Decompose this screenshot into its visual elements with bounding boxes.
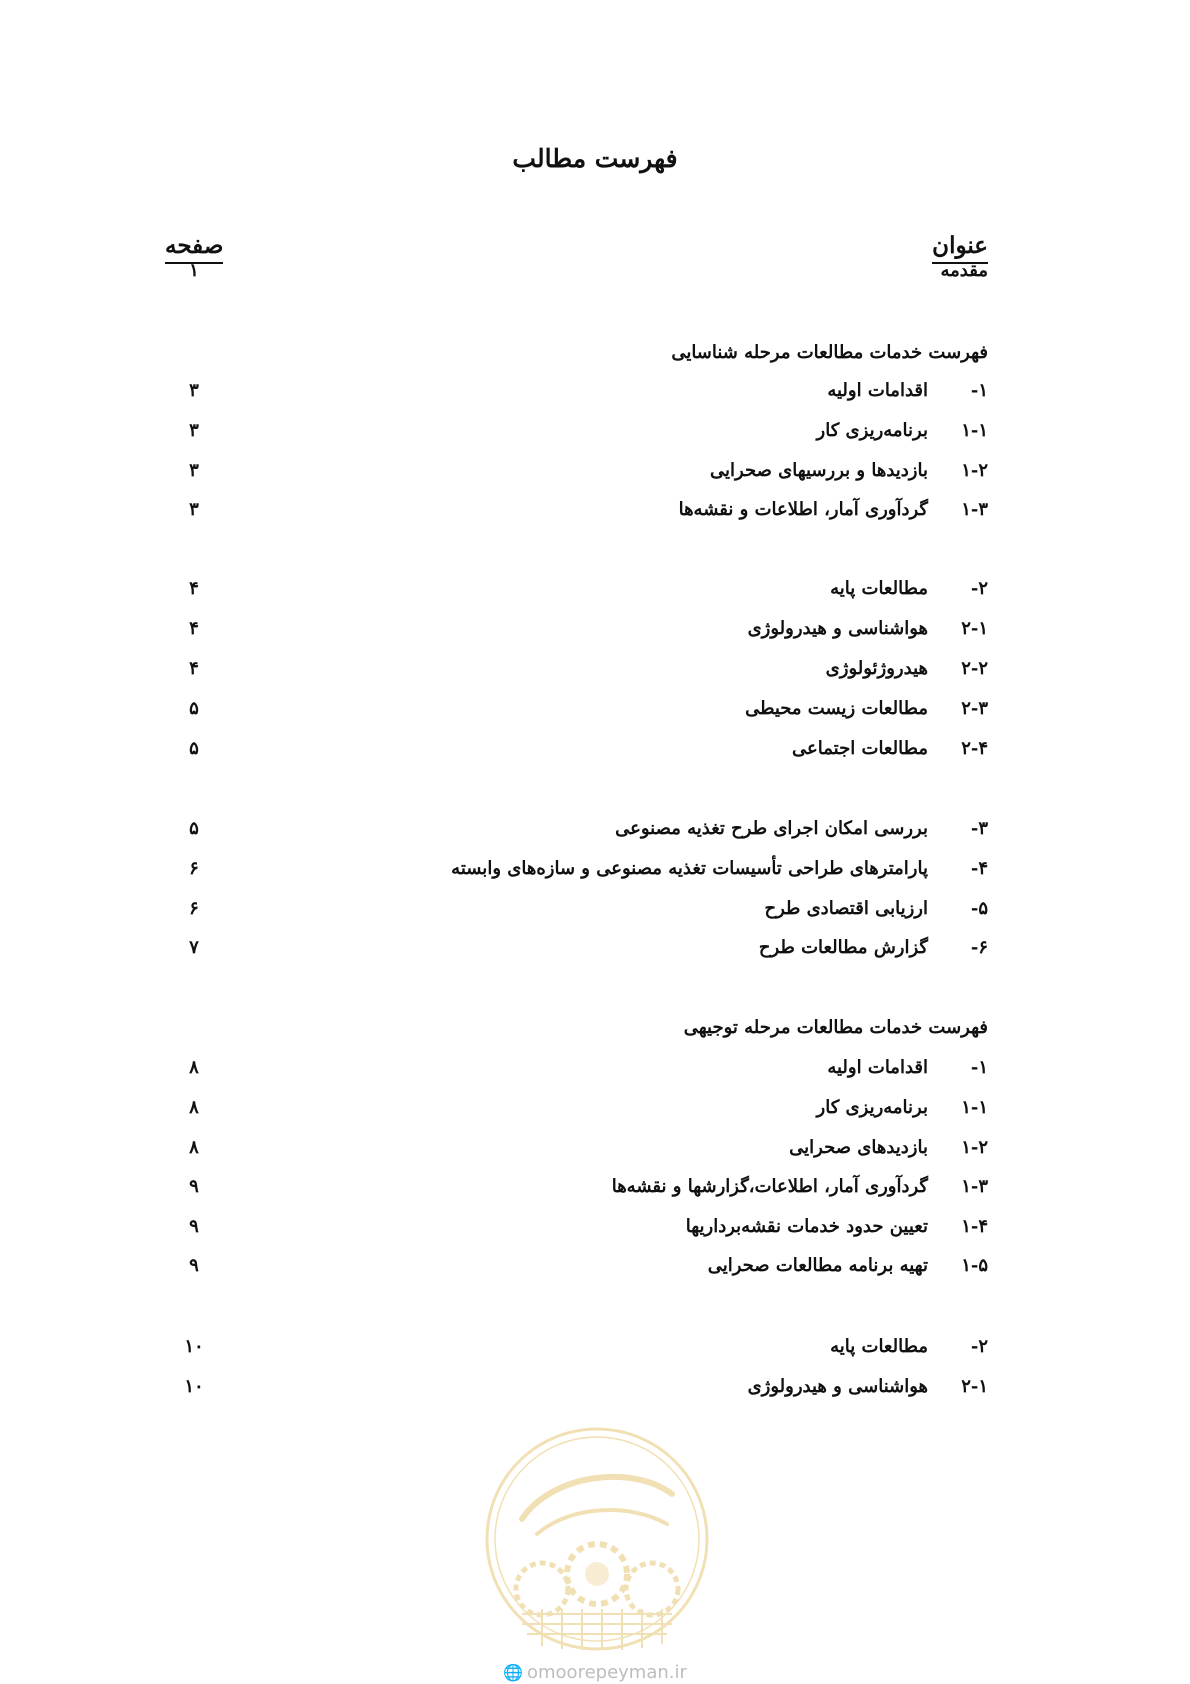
toc-label: ارزیابی اقتصادی طرح	[764, 898, 928, 919]
section-title-justification: فهرست خدمات مطالعات مرحله توجیهی	[683, 1017, 988, 1038]
toc-entry[interactable]	[0, 1174, 1190, 1200]
toc-number: ۱-۴	[961, 1216, 988, 1237]
watermark-url-text: omoorepeyman.ir	[527, 1662, 687, 1683]
toc-page-number: ۹	[189, 1255, 199, 1276]
toc-number: ۲-۱	[961, 618, 988, 639]
toc-number: ۱-۵	[961, 1255, 988, 1276]
toc-number: ۱-۲	[961, 460, 988, 481]
toc-page-number: ۱	[189, 260, 199, 281]
toc-entry[interactable]	[0, 935, 1190, 961]
toc-entry[interactable]	[0, 378, 1190, 404]
toc-page-number: ۴	[189, 658, 199, 679]
toc-entry[interactable]	[0, 1135, 1190, 1161]
globe-icon: 🌐	[503, 1663, 523, 1682]
toc-page-number: ۸	[189, 1057, 199, 1078]
page-title: فهرست مطالب	[512, 144, 678, 173]
toc-number: ۳-	[970, 818, 988, 839]
toc-label: بررسی امکان اجرای طرح تغذیه مصنوعی	[615, 818, 928, 839]
toc-entry[interactable]	[0, 856, 1190, 882]
toc-number: ۱-۳	[961, 1176, 988, 1197]
toc-entry[interactable]	[0, 816, 1190, 842]
toc-label: مطالعات زیست محیطی	[745, 698, 928, 719]
toc-label: گردآوری آمار، اطلاعات،گزارشها و نقشه‌ها	[611, 1176, 928, 1197]
toc-number: ۱-۲	[961, 1137, 988, 1158]
toc-label: گردآوری آمار، اطلاعات و نقشه‌ها	[678, 499, 928, 520]
toc-entry[interactable]	[0, 576, 1190, 602]
toc-page-number: ۳	[189, 460, 199, 481]
toc-number: ۱-	[970, 1057, 988, 1078]
toc-entry[interactable]	[0, 616, 1190, 642]
toc-label: مطالعات پایه	[830, 578, 928, 599]
toc-number: ۱-۱	[961, 1097, 988, 1118]
toc-page-number: ۴	[189, 618, 199, 639]
toc-page-number: ۹	[189, 1176, 199, 1197]
toc-number: ۱-	[970, 380, 988, 401]
toc-entry[interactable]	[0, 1334, 1190, 1360]
toc-page-number: ۳	[189, 499, 199, 520]
toc-label: تعیین حدود خدمات نقشه‌برداریها	[685, 1216, 928, 1237]
toc-number: ۵-	[970, 898, 988, 919]
toc-number: ۲-۲	[961, 658, 988, 679]
toc-entry[interactable]	[0, 1374, 1190, 1400]
toc-label: هواشناسی و هیدرولوژی	[747, 1376, 928, 1397]
toc-page-number: ۳	[189, 420, 199, 441]
toc-page-number: ۹	[189, 1216, 199, 1237]
toc-label: مطالعات پایه	[830, 1336, 928, 1357]
toc-label: مقدمه	[940, 260, 988, 281]
toc-number: ۴-	[970, 858, 988, 879]
toc-label: اقدامات اولیه	[827, 380, 928, 401]
watermark-url	[0, 1662, 1190, 1683]
toc-number: ۲-۳	[961, 698, 988, 719]
toc-label: مطالعات اجتماعی	[792, 738, 928, 759]
toc-page-number: ۸	[189, 1137, 199, 1158]
toc-number: ۶-	[970, 937, 988, 958]
section-title-identification: فهرست خدمات مطالعات مرحله شناسایی	[671, 342, 988, 363]
toc-label: گزارش مطالعات طرح	[758, 937, 928, 958]
toc-number: ۲-	[970, 578, 988, 599]
toc-entry[interactable]	[0, 497, 1190, 523]
toc-number: ۱-۳	[961, 499, 988, 520]
toc-page-number: ۶	[189, 898, 199, 919]
toc-page-number: ۵	[189, 738, 199, 759]
toc-label: اقدامات اولیه	[827, 1057, 928, 1078]
toc-entry[interactable]	[0, 1095, 1190, 1121]
toc-number: ۱-۱	[961, 420, 988, 441]
toc-page-number: ۷	[189, 937, 199, 958]
toc-entry[interactable]	[0, 418, 1190, 444]
toc-entry[interactable]	[0, 656, 1190, 682]
toc-entry[interactable]	[0, 896, 1190, 922]
toc-label: پارامترهای طراحی تأسیسات تغذیه مصنوعی و سازه‌های وابسته	[451, 858, 928, 879]
toc-page-number: ۵	[189, 698, 199, 719]
toc-label: هیدروژئولوژی	[825, 658, 928, 679]
toc-entry[interactable]	[0, 1055, 1190, 1081]
toc-entry[interactable]	[0, 1253, 1190, 1279]
toc-entry[interactable]	[0, 736, 1190, 762]
toc-page-number: ۶	[189, 858, 199, 879]
toc-number: ۲-۱	[961, 1376, 988, 1397]
column-header-page: صفحه	[165, 232, 223, 264]
toc-entry[interactable]	[0, 696, 1190, 722]
toc-label: تهیه برنامه مطالعات صحرایی	[707, 1255, 928, 1276]
toc-entry[interactable]	[0, 458, 1190, 484]
toc-page-number: ۸	[189, 1097, 199, 1118]
toc-number: ۲-۴	[961, 738, 988, 759]
toc-label: هواشناسی و هیدرولوژی	[747, 618, 928, 639]
toc-number: ۲-	[970, 1336, 988, 1357]
toc-label: بازدیدها و بررسیهای صحرایی	[710, 460, 928, 481]
toc-entry[interactable]	[0, 1214, 1190, 1240]
toc-label: برنامه‌ریزی کار	[816, 1097, 928, 1118]
column-header-title: عنوان	[932, 232, 988, 264]
toc-page-number: ۱۰	[184, 1336, 204, 1357]
toc-label: بازدیدهای صحرایی	[789, 1137, 928, 1158]
toc-entry-intro[interactable]	[0, 258, 1190, 284]
toc-page-number: ۳	[189, 380, 199, 401]
watermark-logo	[482, 1424, 712, 1654]
toc-page-number: ۴	[189, 578, 199, 599]
toc-page-number: ۱۰	[184, 1376, 204, 1397]
toc-label: برنامه‌ریزی کار	[816, 420, 928, 441]
toc-page-number: ۵	[189, 818, 199, 839]
